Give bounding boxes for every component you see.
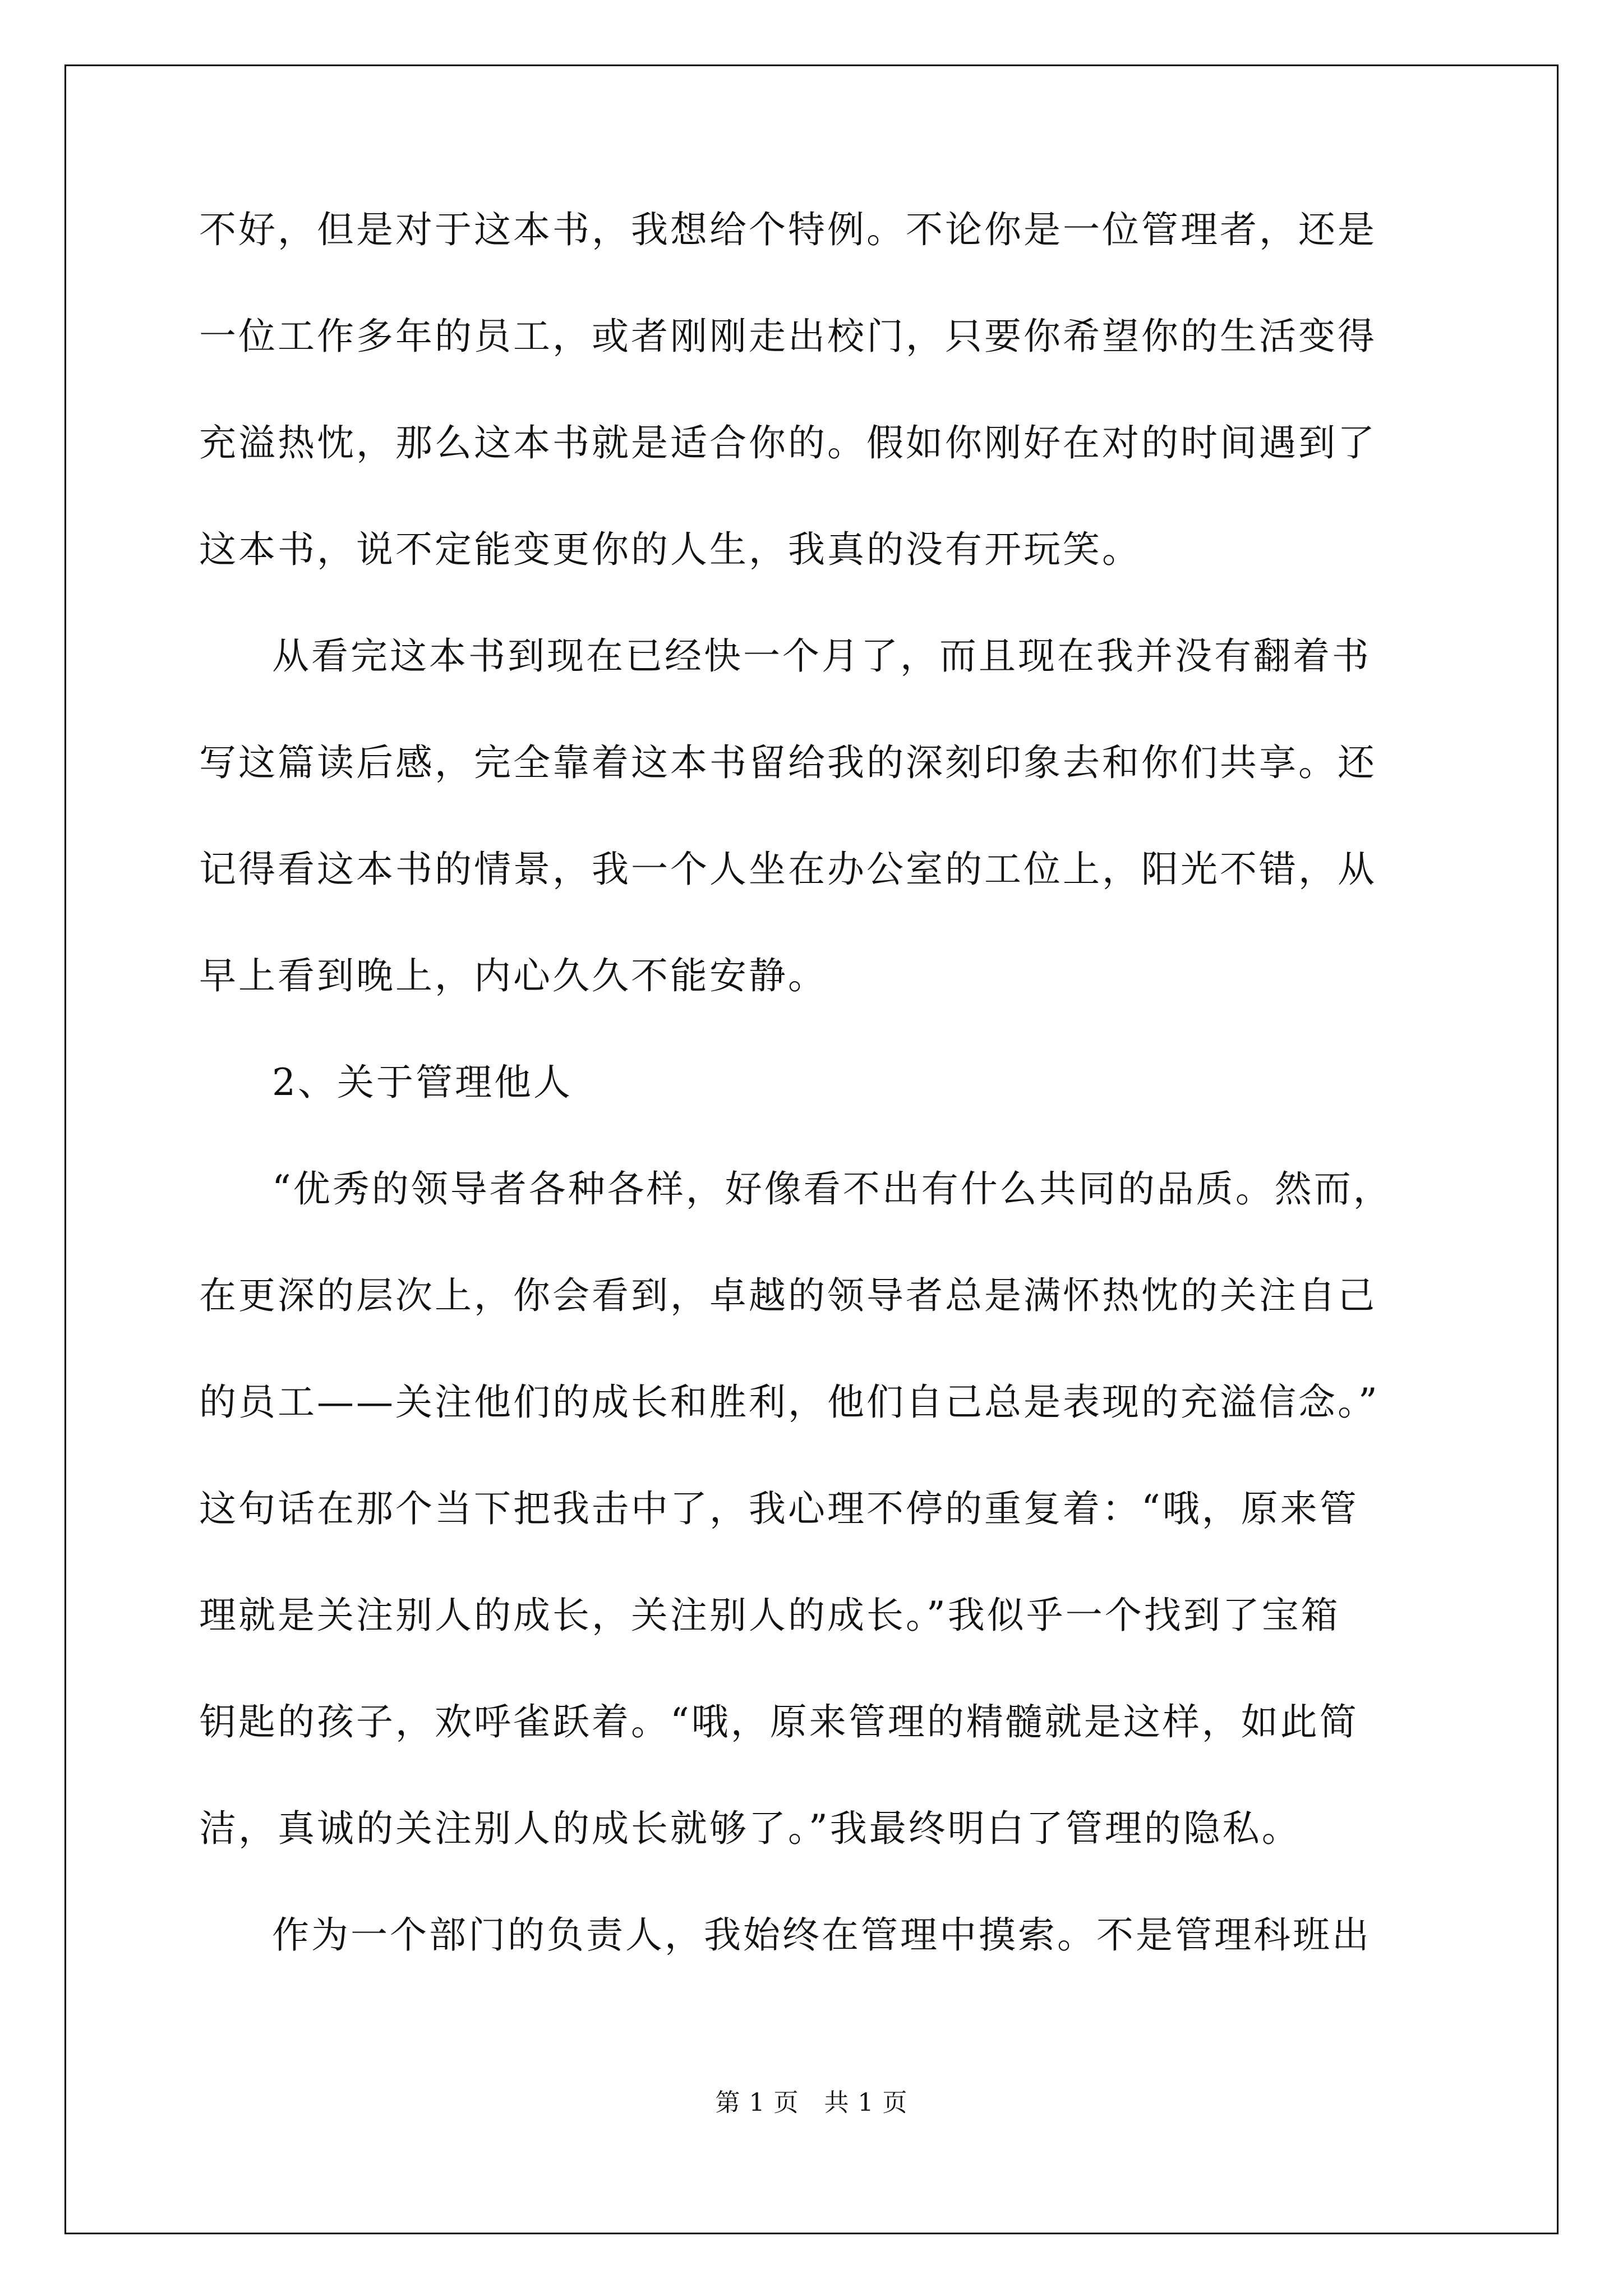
text-line: 洁，真诚的关注别人的成长就够了。”我最终明白了管理的隐私。	[199, 1807, 1301, 1850]
text-line: 这句话在那个当下把我击中了，我心理不停的重复着：“哦，原来管	[199, 1487, 1359, 1530]
text-line: 钥匙的孩子，欢呼雀跃着。“哦，原来管理的精髓就是这样，如此简	[199, 1700, 1359, 1743]
text-line: 理就是关注别人的成长，关注别人的成长。”我似乎一个找到了宝箱	[199, 1594, 1340, 1637]
section-heading: 2、关于管理他人	[272, 1061, 573, 1104]
paragraph-first-line: 作为一个部门的负责人，我始终在管理中摸索。不是管理科班出	[272, 1913, 1371, 1957]
text-line: 记得看这本书的情景，我一个人坐在办公室的工位上，阳光不错，从	[199, 848, 1377, 891]
text-line: 充溢热忱，那么这本书就是适合你的。假如你刚好在对的时间遇到了	[199, 421, 1377, 464]
text-line: 写这篇读后感，完全靠着这本书留给我的深刻印象去和你们共享。还	[199, 741, 1377, 784]
text-line: 在更深的层次上，你会看到，卓越的领导者总是满怀热忱的关注自己	[199, 1274, 1377, 1317]
page-number-footer: 第 1 页 共 1 页	[715, 2088, 908, 2117]
text-line: 的员工——关注他们的成长和胜利，他们自己总是表现的充溢信念。”	[199, 1381, 1380, 1424]
paragraph-first-line: 从看完这本书到现在已经快一个月了，而且现在我并没有翻着书	[272, 634, 1371, 678]
paragraph-first-line: “优秀的领导者各种各样，好像看不出有什么共同的品质。然而，	[272, 1167, 1393, 1211]
text-line: 这本书，说不定能变更你的人生，我真的没有开玩笑。	[199, 528, 1141, 571]
text-line: 一位工作多年的员工，或者刚刚走出校门，只要你希望你的生活变得	[199, 315, 1377, 358]
text-line: 不好，但是对于这本书，我想给个特例。不论你是一位管理者，还是	[199, 208, 1377, 251]
text-line: 早上看到晚上，内心久久不能安静。	[199, 954, 827, 997]
